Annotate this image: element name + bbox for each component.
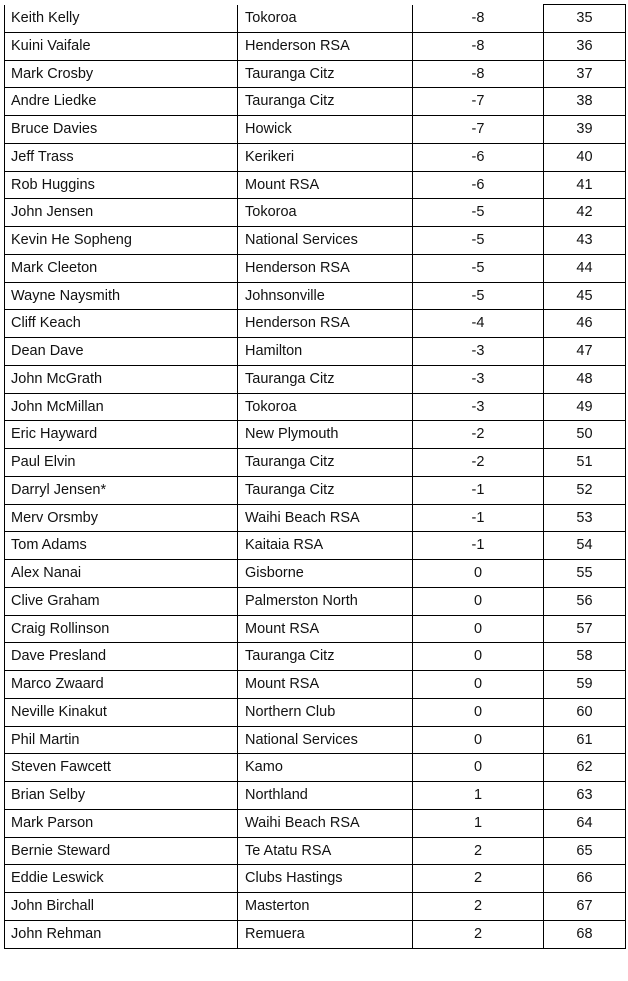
rank-cell: 39: [544, 116, 626, 144]
results-table-body: [5, 5, 626, 949]
player-name-cell: Tom Adams: [5, 532, 238, 560]
table-row: [5, 60, 626, 88]
player-name-cell: Steven Fawcett: [5, 754, 238, 782]
table-row: [5, 643, 626, 671]
score-cell: 0: [413, 698, 544, 726]
score-cell: 2: [413, 865, 544, 893]
rank-cell: 66: [544, 865, 626, 893]
club-cell: National Services: [238, 726, 413, 754]
rank-cell: 68: [544, 920, 626, 948]
rank-cell: 60: [544, 698, 626, 726]
club-cell: Tauranga Citz: [238, 88, 413, 116]
club-cell: Tauranga Citz: [238, 365, 413, 393]
club-cell: Waihi Beach RSA: [238, 809, 413, 837]
player-name-cell: Craig Rollinson: [5, 615, 238, 643]
rank-cell: 49: [544, 393, 626, 421]
table-row: [5, 782, 626, 810]
club-cell: Northern Club: [238, 698, 413, 726]
club-cell: Tauranga Citz: [238, 643, 413, 671]
rank-cell: 63: [544, 782, 626, 810]
table-row: [5, 920, 626, 948]
club-cell: Tauranga Citz: [238, 476, 413, 504]
score-cell: 1: [413, 782, 544, 810]
player-name-cell: Kuini Vaifale: [5, 32, 238, 60]
player-name-cell: Mark Cleeton: [5, 254, 238, 282]
score-cell: -8: [413, 5, 544, 33]
score-cell: -5: [413, 282, 544, 310]
club-cell: Kamo: [238, 754, 413, 782]
table-row: [5, 865, 626, 893]
score-cell: 0: [413, 643, 544, 671]
table-row: [5, 837, 626, 865]
score-cell: 0: [413, 754, 544, 782]
club-cell: Northland: [238, 782, 413, 810]
rank-cell: 47: [544, 338, 626, 366]
table-row: [5, 504, 626, 532]
table-row: [5, 726, 626, 754]
score-cell: -1: [413, 476, 544, 504]
club-cell: New Plymouth: [238, 421, 413, 449]
score-cell: -3: [413, 365, 544, 393]
table-row: [5, 615, 626, 643]
score-cell: -7: [413, 116, 544, 144]
rank-cell: 51: [544, 449, 626, 477]
club-cell: Howick: [238, 116, 413, 144]
rank-cell: 42: [544, 199, 626, 227]
table-row: [5, 698, 626, 726]
table-row: [5, 88, 626, 116]
club-cell: National Services: [238, 227, 413, 255]
score-cell: 0: [413, 671, 544, 699]
rank-cell: 36: [544, 32, 626, 60]
rank-cell: 54: [544, 532, 626, 560]
score-cell: -1: [413, 504, 544, 532]
score-cell: 0: [413, 587, 544, 615]
player-name-cell: Neville Kinakut: [5, 698, 238, 726]
score-cell: -1: [413, 532, 544, 560]
table-row: [5, 393, 626, 421]
score-cell: -3: [413, 338, 544, 366]
club-cell: Clubs Hastings: [238, 865, 413, 893]
player-name-cell: Kevin He Sopheng: [5, 227, 238, 255]
player-name-cell: Cliff Keach: [5, 310, 238, 338]
table-row: [5, 421, 626, 449]
club-cell: Mount RSA: [238, 615, 413, 643]
score-cell: -5: [413, 254, 544, 282]
table-row: [5, 893, 626, 921]
player-name-cell: Wayne Naysmith: [5, 282, 238, 310]
player-name-cell: Keith Kelly: [5, 5, 238, 33]
score-cell: -4: [413, 310, 544, 338]
score-cell: 0: [413, 615, 544, 643]
player-name-cell: Marco Zwaard: [5, 671, 238, 699]
rank-cell: 59: [544, 671, 626, 699]
club-cell: Johnsonville: [238, 282, 413, 310]
table-row: [5, 199, 626, 227]
club-cell: Masterton: [238, 893, 413, 921]
rank-cell: 46: [544, 310, 626, 338]
player-name-cell: Clive Graham: [5, 587, 238, 615]
player-name-cell: Eric Hayward: [5, 421, 238, 449]
rank-cell: 62: [544, 754, 626, 782]
rank-cell: 43: [544, 227, 626, 255]
table-row: [5, 560, 626, 588]
club-cell: Te Atatu RSA: [238, 837, 413, 865]
player-name-cell: John McGrath: [5, 365, 238, 393]
player-name-cell: Merv Orsmby: [5, 504, 238, 532]
score-cell: -3: [413, 393, 544, 421]
club-cell: Waihi Beach RSA: [238, 504, 413, 532]
score-cell: 2: [413, 893, 544, 921]
club-cell: Henderson RSA: [238, 254, 413, 282]
table-row: [5, 532, 626, 560]
club-cell: Remuera: [238, 920, 413, 948]
score-cell: 2: [413, 920, 544, 948]
player-name-cell: Mark Parson: [5, 809, 238, 837]
table-row: [5, 338, 626, 366]
score-cell: -6: [413, 171, 544, 199]
rank-cell: 37: [544, 60, 626, 88]
table-row: [5, 476, 626, 504]
rank-cell: 65: [544, 837, 626, 865]
table-row: [5, 32, 626, 60]
rank-cell: 41: [544, 171, 626, 199]
rank-cell: 48: [544, 365, 626, 393]
club-cell: Palmerston North: [238, 587, 413, 615]
player-name-cell: Jeff Trass: [5, 143, 238, 171]
score-cell: 2: [413, 837, 544, 865]
player-name-cell: Alex Nanai: [5, 560, 238, 588]
table-row: [5, 254, 626, 282]
score-cell: -7: [413, 88, 544, 116]
score-cell: -6: [413, 143, 544, 171]
rank-cell: 44: [544, 254, 626, 282]
club-cell: Mount RSA: [238, 171, 413, 199]
player-name-cell: Andre Liedke: [5, 88, 238, 116]
table-row: [5, 227, 626, 255]
rank-cell: 50: [544, 421, 626, 449]
club-cell: Tokoroa: [238, 5, 413, 33]
player-name-cell: Bernie Steward: [5, 837, 238, 865]
player-name-cell: Paul Elvin: [5, 449, 238, 477]
rank-cell: 52: [544, 476, 626, 504]
player-name-cell: Bruce Davies: [5, 116, 238, 144]
player-name-cell: Mark Crosby: [5, 60, 238, 88]
player-name-cell: Phil Martin: [5, 726, 238, 754]
score-cell: 0: [413, 726, 544, 754]
club-cell: Tauranga Citz: [238, 60, 413, 88]
player-name-cell: John Jensen: [5, 199, 238, 227]
club-cell: Tokoroa: [238, 199, 413, 227]
rank-cell: 35: [544, 5, 626, 33]
player-name-cell: Darryl Jensen*: [5, 476, 238, 504]
results-table: [4, 4, 626, 949]
score-cell: 0: [413, 560, 544, 588]
rank-cell: 57: [544, 615, 626, 643]
rank-cell: 58: [544, 643, 626, 671]
score-cell: -2: [413, 449, 544, 477]
score-cell: -2: [413, 421, 544, 449]
club-cell: Kerikeri: [238, 143, 413, 171]
player-name-cell: Rob Huggins: [5, 171, 238, 199]
rank-cell: 67: [544, 893, 626, 921]
player-name-cell: John Rehman: [5, 920, 238, 948]
rank-cell: 38: [544, 88, 626, 116]
table-row: [5, 5, 626, 33]
table-row: [5, 171, 626, 199]
club-cell: Gisborne: [238, 560, 413, 588]
table-row: [5, 809, 626, 837]
rank-cell: 55: [544, 560, 626, 588]
rank-cell: 56: [544, 587, 626, 615]
table-row: [5, 143, 626, 171]
player-name-cell: Brian Selby: [5, 782, 238, 810]
club-cell: Tauranga Citz: [238, 449, 413, 477]
score-cell: -5: [413, 227, 544, 255]
player-name-cell: Eddie Leswick: [5, 865, 238, 893]
player-name-cell: Dave Presland: [5, 643, 238, 671]
table-row: [5, 754, 626, 782]
rank-cell: 40: [544, 143, 626, 171]
score-cell: -8: [413, 32, 544, 60]
rank-cell: 45: [544, 282, 626, 310]
player-name-cell: John Birchall: [5, 893, 238, 921]
score-cell: 1: [413, 809, 544, 837]
club-cell: Hamilton: [238, 338, 413, 366]
table-row: [5, 365, 626, 393]
score-cell: -8: [413, 60, 544, 88]
club-cell: Henderson RSA: [238, 32, 413, 60]
score-cell: -5: [413, 199, 544, 227]
rank-cell: 53: [544, 504, 626, 532]
club-cell: Henderson RSA: [238, 310, 413, 338]
club-cell: Tokoroa: [238, 393, 413, 421]
table-row: [5, 116, 626, 144]
table-row: [5, 282, 626, 310]
rank-cell: 64: [544, 809, 626, 837]
table-row: [5, 310, 626, 338]
table-row: [5, 671, 626, 699]
rank-cell: 61: [544, 726, 626, 754]
table-row: [5, 587, 626, 615]
player-name-cell: Dean Dave: [5, 338, 238, 366]
table-row: [5, 449, 626, 477]
club-cell: Mount RSA: [238, 671, 413, 699]
club-cell: Kaitaia RSA: [238, 532, 413, 560]
player-name-cell: John McMillan: [5, 393, 238, 421]
